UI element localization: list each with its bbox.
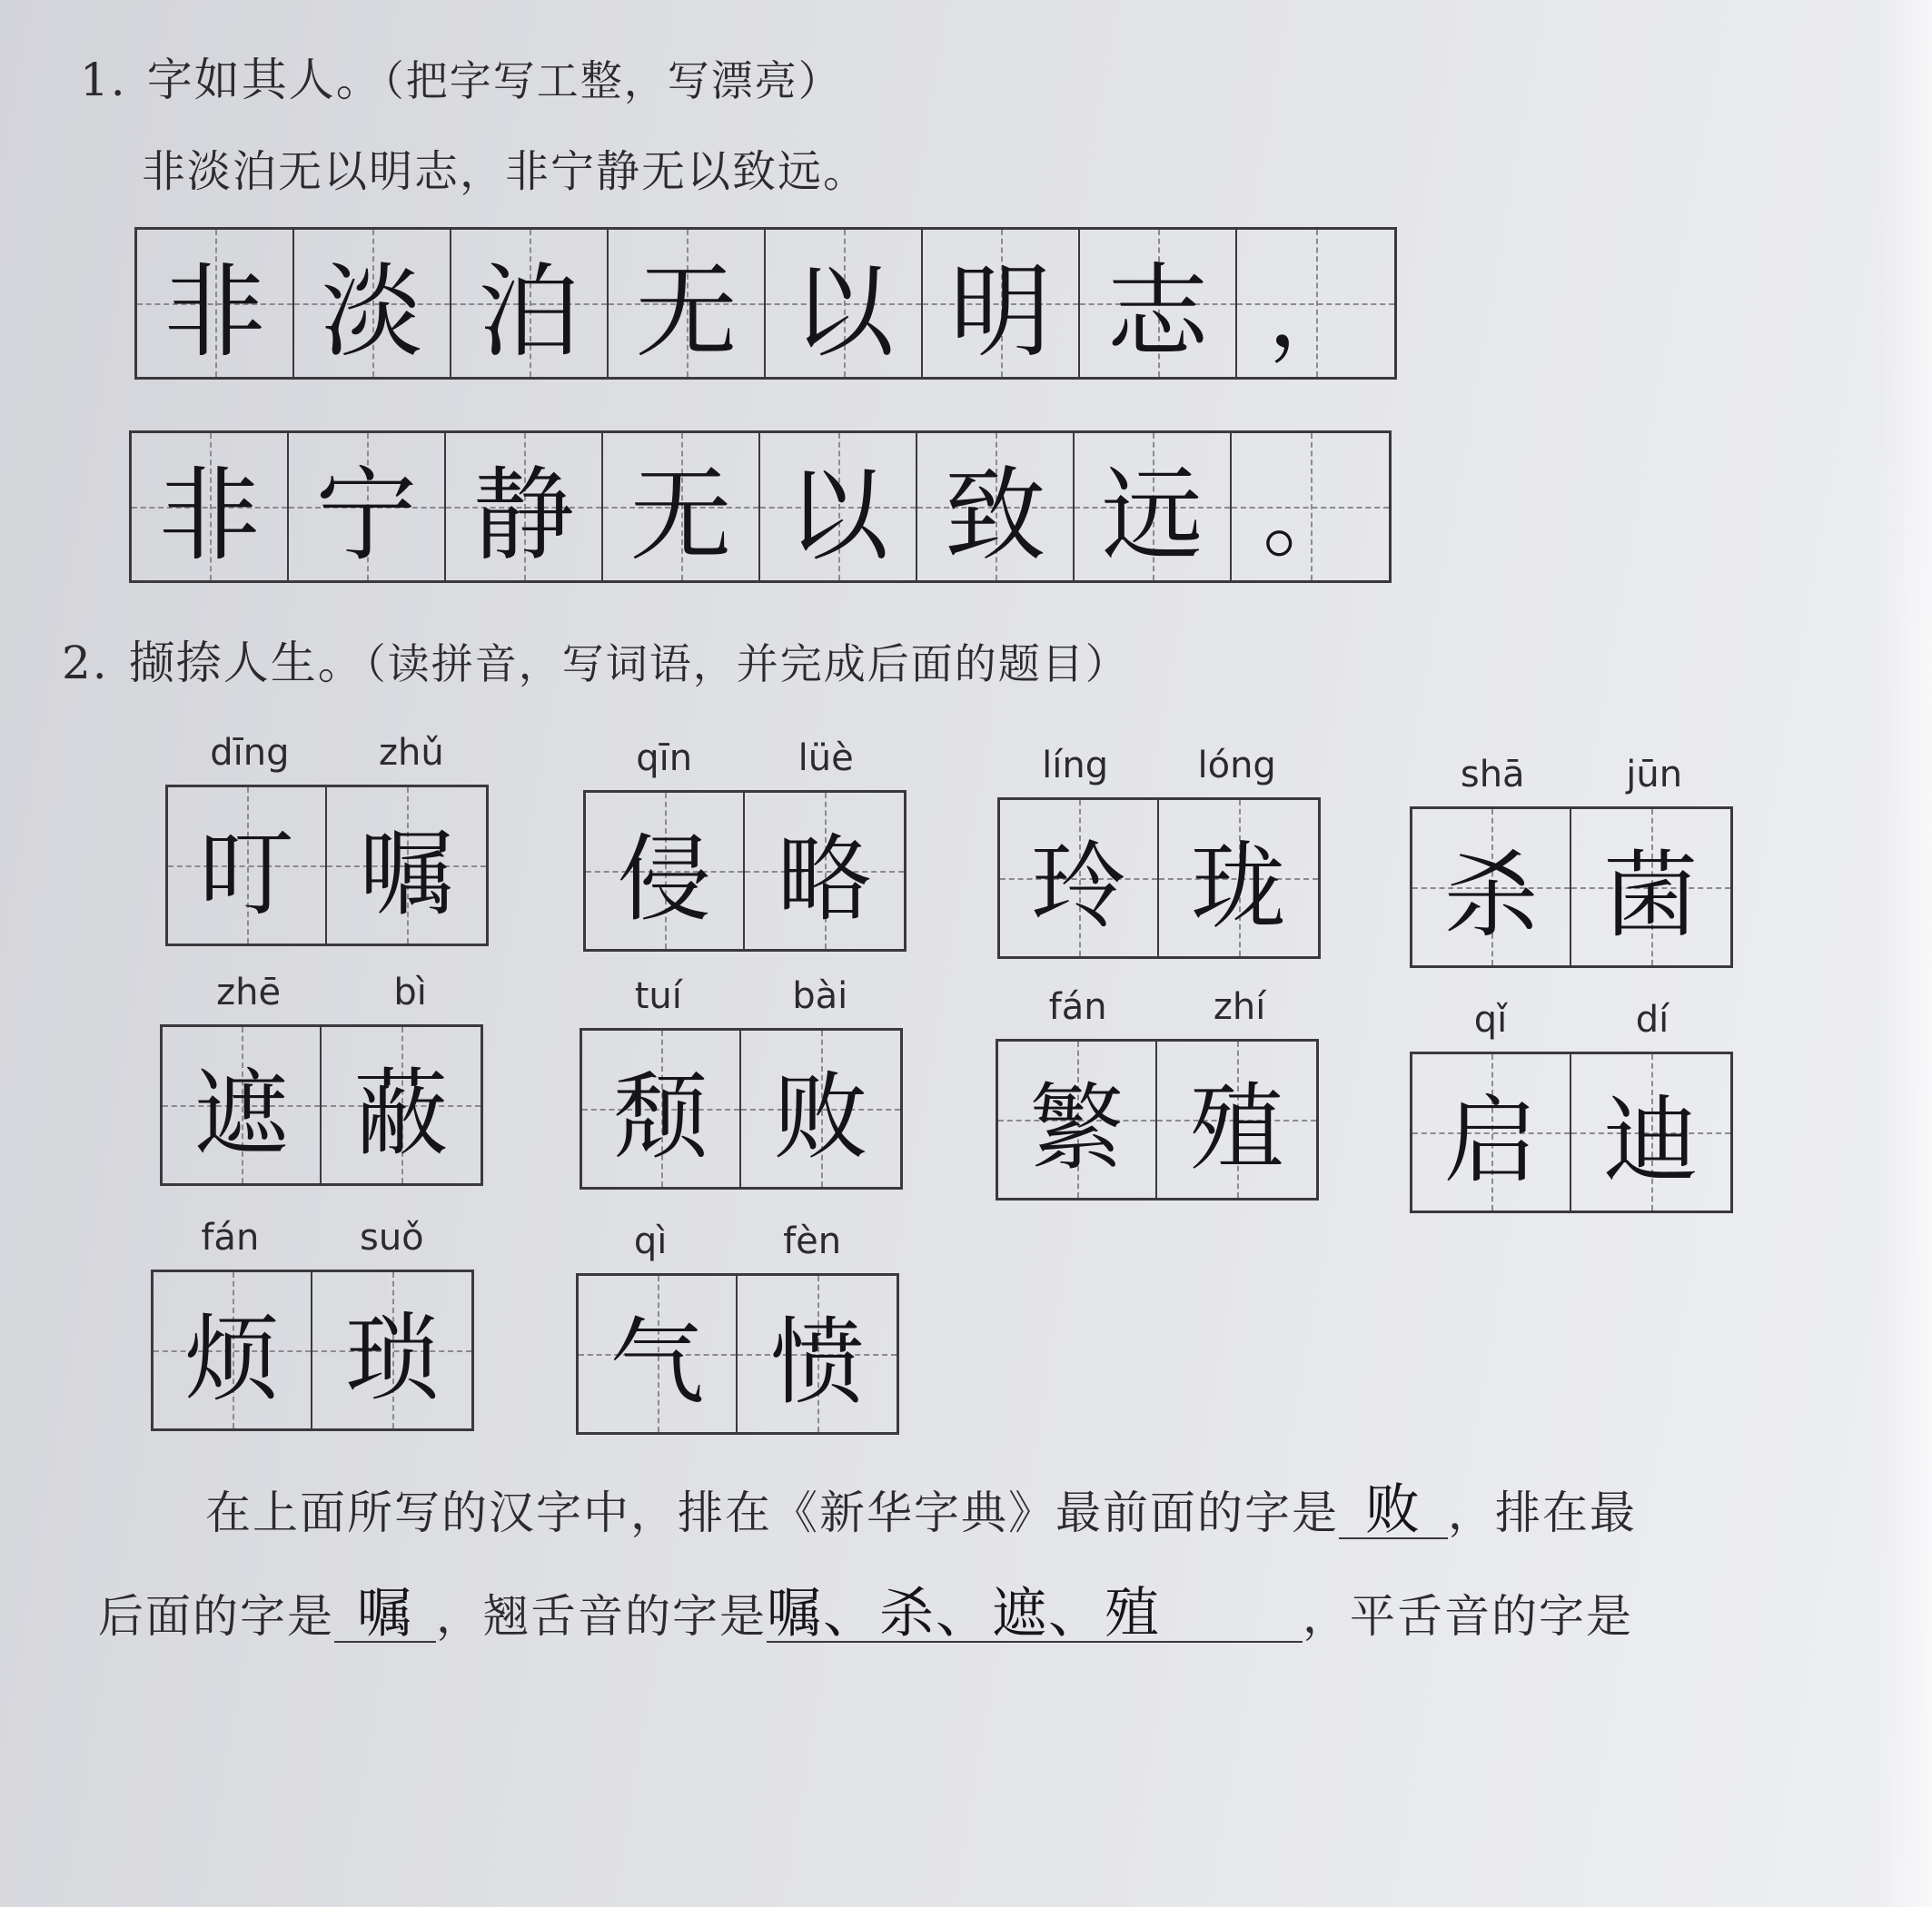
- handwritten-char: 珑: [1191, 831, 1286, 942]
- handwritten-punct: ，: [1268, 261, 1359, 367]
- handwritten-char: 玲: [1031, 831, 1126, 942]
- word-grid: [1410, 806, 1733, 968]
- word-item: [583, 737, 907, 952]
- pinyin-row: [576, 1220, 899, 1273]
- grid-cell[interactable]: [137, 230, 294, 377]
- grid-cell[interactable]: [582, 1031, 741, 1187]
- grid-cell[interactable]: [1412, 1054, 1571, 1210]
- pinyin: zhē: [216, 972, 282, 1013]
- grid-cell[interactable]: [738, 1276, 897, 1432]
- word-item: [1410, 754, 1733, 968]
- grid-cell[interactable]: [1159, 800, 1318, 956]
- writing-grid-row-1: [134, 227, 1397, 380]
- grid-cell[interactable]: [1237, 230, 1394, 377]
- section1-note: （把字写工整，写漂亮）: [382, 56, 842, 105]
- word-grid: [997, 797, 1321, 959]
- grid-cell[interactable]: [132, 433, 289, 580]
- pinyin: tuí: [634, 975, 682, 1017]
- handwritten-char: 非: [158, 456, 261, 575]
- pinyin-row: [996, 986, 1319, 1039]
- grid-cell[interactable]: [579, 1276, 738, 1432]
- grid-cell[interactable]: [322, 1027, 481, 1183]
- grid-cell[interactable]: [294, 230, 451, 377]
- grid-cell[interactable]: [168, 787, 327, 944]
- section2-heading: [62, 627, 1129, 692]
- word-item: [580, 975, 903, 1190]
- handwritten-char: 菌: [1603, 840, 1699, 951]
- handwritten-char: 杀: [1443, 840, 1539, 951]
- word-item: [151, 1217, 474, 1431]
- handwritten-char: 宁: [315, 456, 418, 575]
- grid-cell[interactable]: [760, 433, 917, 580]
- section2-note: （读拼音，写词语，并完成后面的题目）: [364, 639, 1129, 688]
- handwritten-char: 致: [944, 456, 1046, 575]
- pinyin-row: [583, 737, 907, 790]
- grid-cell[interactable]: [1080, 230, 1237, 377]
- question-text: ，翘舌音的字是: [436, 1590, 767, 1643]
- page-edge: [1878, 0, 1932, 1907]
- grid-cell[interactable]: [289, 433, 446, 580]
- grid-cell[interactable]: [1571, 809, 1730, 965]
- pinyin: dí: [1635, 999, 1669, 1041]
- word-grid: [1410, 1052, 1733, 1213]
- section2-title: 撷捺人生。: [128, 637, 365, 689]
- word-grid: [160, 1024, 483, 1186]
- handwritten-char: 侵: [617, 824, 712, 934]
- handwritten-char: 败: [773, 1062, 868, 1172]
- pinyin: qīn: [636, 737, 693, 779]
- handwritten-char: 略: [777, 824, 872, 934]
- pinyin-row: [580, 975, 903, 1028]
- grid-cell[interactable]: [923, 230, 1080, 377]
- handwritten-char: 无: [635, 252, 738, 371]
- handwritten-char: 启: [1443, 1085, 1539, 1196]
- word-item: [997, 745, 1321, 959]
- writing-grid-row-2: [129, 430, 1392, 583]
- word-item: [1410, 999, 1733, 1213]
- pinyin: lóng: [1197, 745, 1276, 786]
- word-grid: [576, 1273, 899, 1435]
- handwritten-char: 嘱: [359, 818, 454, 929]
- pinyin-row: [1410, 999, 1733, 1052]
- question-text: ，平舌音的字是: [1303, 1590, 1633, 1643]
- pinyin: shā: [1460, 754, 1525, 795]
- handwritten-char: 愤: [769, 1307, 865, 1418]
- grid-cell[interactable]: [586, 793, 745, 949]
- word-grid: [583, 790, 907, 952]
- grid-cell[interactable]: [451, 230, 609, 377]
- grid-cell[interactable]: [163, 1027, 322, 1183]
- grid-cell[interactable]: [1571, 1054, 1730, 1210]
- answer-blank-retroflex[interactable]: 嘱、杀、遮、殖: [767, 1586, 1303, 1643]
- pinyin: suǒ: [359, 1217, 424, 1259]
- handwritten-char: 叮: [199, 818, 294, 929]
- word-grid: [580, 1028, 903, 1190]
- handwritten-punct: 。: [1263, 464, 1353, 570]
- pinyin-row: [997, 745, 1321, 797]
- grid-cell[interactable]: [1000, 800, 1159, 956]
- pinyin: zhǔ: [379, 732, 444, 774]
- question-line-1: [205, 1477, 1637, 1542]
- grid-cell[interactable]: [609, 230, 766, 377]
- answer-blank-last[interactable]: 嘱: [334, 1586, 436, 1643]
- handwritten-char: 静: [472, 456, 575, 575]
- pinyin-row: [1410, 754, 1733, 806]
- handwritten-char: 以: [792, 252, 895, 371]
- question-line-2: [98, 1580, 1633, 1645]
- word-item: [996, 986, 1319, 1201]
- grid-cell[interactable]: [327, 787, 486, 944]
- section2-number: 2.: [62, 637, 109, 689]
- question-text: 后面的字是: [98, 1590, 334, 1643]
- grid-cell[interactable]: [998, 1042, 1157, 1198]
- question-text: ，排在最: [1448, 1487, 1637, 1539]
- pinyin: lüè: [798, 737, 854, 779]
- word-grid: [996, 1039, 1319, 1201]
- grid-cell[interactable]: [745, 793, 904, 949]
- answer-blank-first[interactable]: 败: [1339, 1483, 1448, 1539]
- grid-cell[interactable]: [766, 230, 923, 377]
- pinyin: fán: [201, 1217, 260, 1259]
- grid-cell[interactable]: [917, 433, 1075, 580]
- handwritten-char: 颓: [613, 1062, 708, 1172]
- handwritten-char: 明: [949, 252, 1052, 371]
- section1-prompt: 非淡泊无以明志，非宁静无以致远。: [142, 146, 869, 197]
- pinyin: fán: [1048, 986, 1107, 1028]
- handwritten-char: 远: [1101, 456, 1204, 575]
- handwritten-char: 无: [629, 456, 732, 575]
- grid-cell[interactable]: [1412, 809, 1571, 965]
- grid-cell[interactable]: [312, 1272, 471, 1428]
- handwritten-char: 琐: [344, 1303, 440, 1414]
- grid-cell[interactable]: [1232, 433, 1389, 580]
- pinyin: qǐ: [1473, 999, 1508, 1041]
- pinyin: bài: [792, 975, 848, 1017]
- word-item: [165, 732, 489, 946]
- section1-number: 1.: [80, 54, 127, 106]
- handwritten-char: 志: [1106, 252, 1209, 371]
- pinyin: zhí: [1213, 986, 1266, 1028]
- pinyin-row: [160, 972, 483, 1024]
- handwritten-char: 繁: [1029, 1072, 1125, 1183]
- handwritten-char: 迪: [1603, 1085, 1699, 1196]
- pinyin-row: [151, 1217, 474, 1270]
- word-grid: [151, 1270, 474, 1431]
- handwritten-char: 气: [609, 1307, 705, 1418]
- word-item: [160, 972, 483, 1186]
- grid-cell[interactable]: [603, 433, 760, 580]
- handwritten-char: 泊: [478, 252, 580, 371]
- handwritten-char: 烦: [184, 1303, 280, 1414]
- grid-cell[interactable]: [741, 1031, 900, 1187]
- section1-heading: [80, 44, 842, 109]
- pinyin: bì: [393, 972, 427, 1013]
- pinyin: jūn: [1626, 754, 1683, 795]
- word-item: [576, 1220, 899, 1435]
- pinyin: dīng: [210, 732, 290, 774]
- handwritten-char: 淡: [321, 252, 423, 371]
- handwritten-char: 遮: [193, 1058, 289, 1169]
- grid-cell[interactable]: [1157, 1042, 1316, 1198]
- handwritten-char: 以: [787, 456, 889, 575]
- handwritten-char: 殖: [1189, 1072, 1284, 1183]
- grid-cell[interactable]: [154, 1272, 312, 1428]
- pinyin-row: [165, 732, 489, 785]
- pinyin: qì: [633, 1220, 668, 1262]
- question-text: 在上面所写的汉字中，排在《新华字典》最前面的字是: [205, 1487, 1339, 1539]
- pinyin: fèn: [783, 1220, 842, 1262]
- handwritten-char: 蔽: [353, 1058, 449, 1169]
- handwritten-char: 非: [163, 252, 266, 371]
- word-grid: [165, 785, 489, 946]
- grid-cell[interactable]: [446, 433, 603, 580]
- pinyin: líng: [1042, 745, 1109, 786]
- grid-cell[interactable]: [1075, 433, 1232, 580]
- section1-title: 字如其人。: [146, 54, 383, 106]
